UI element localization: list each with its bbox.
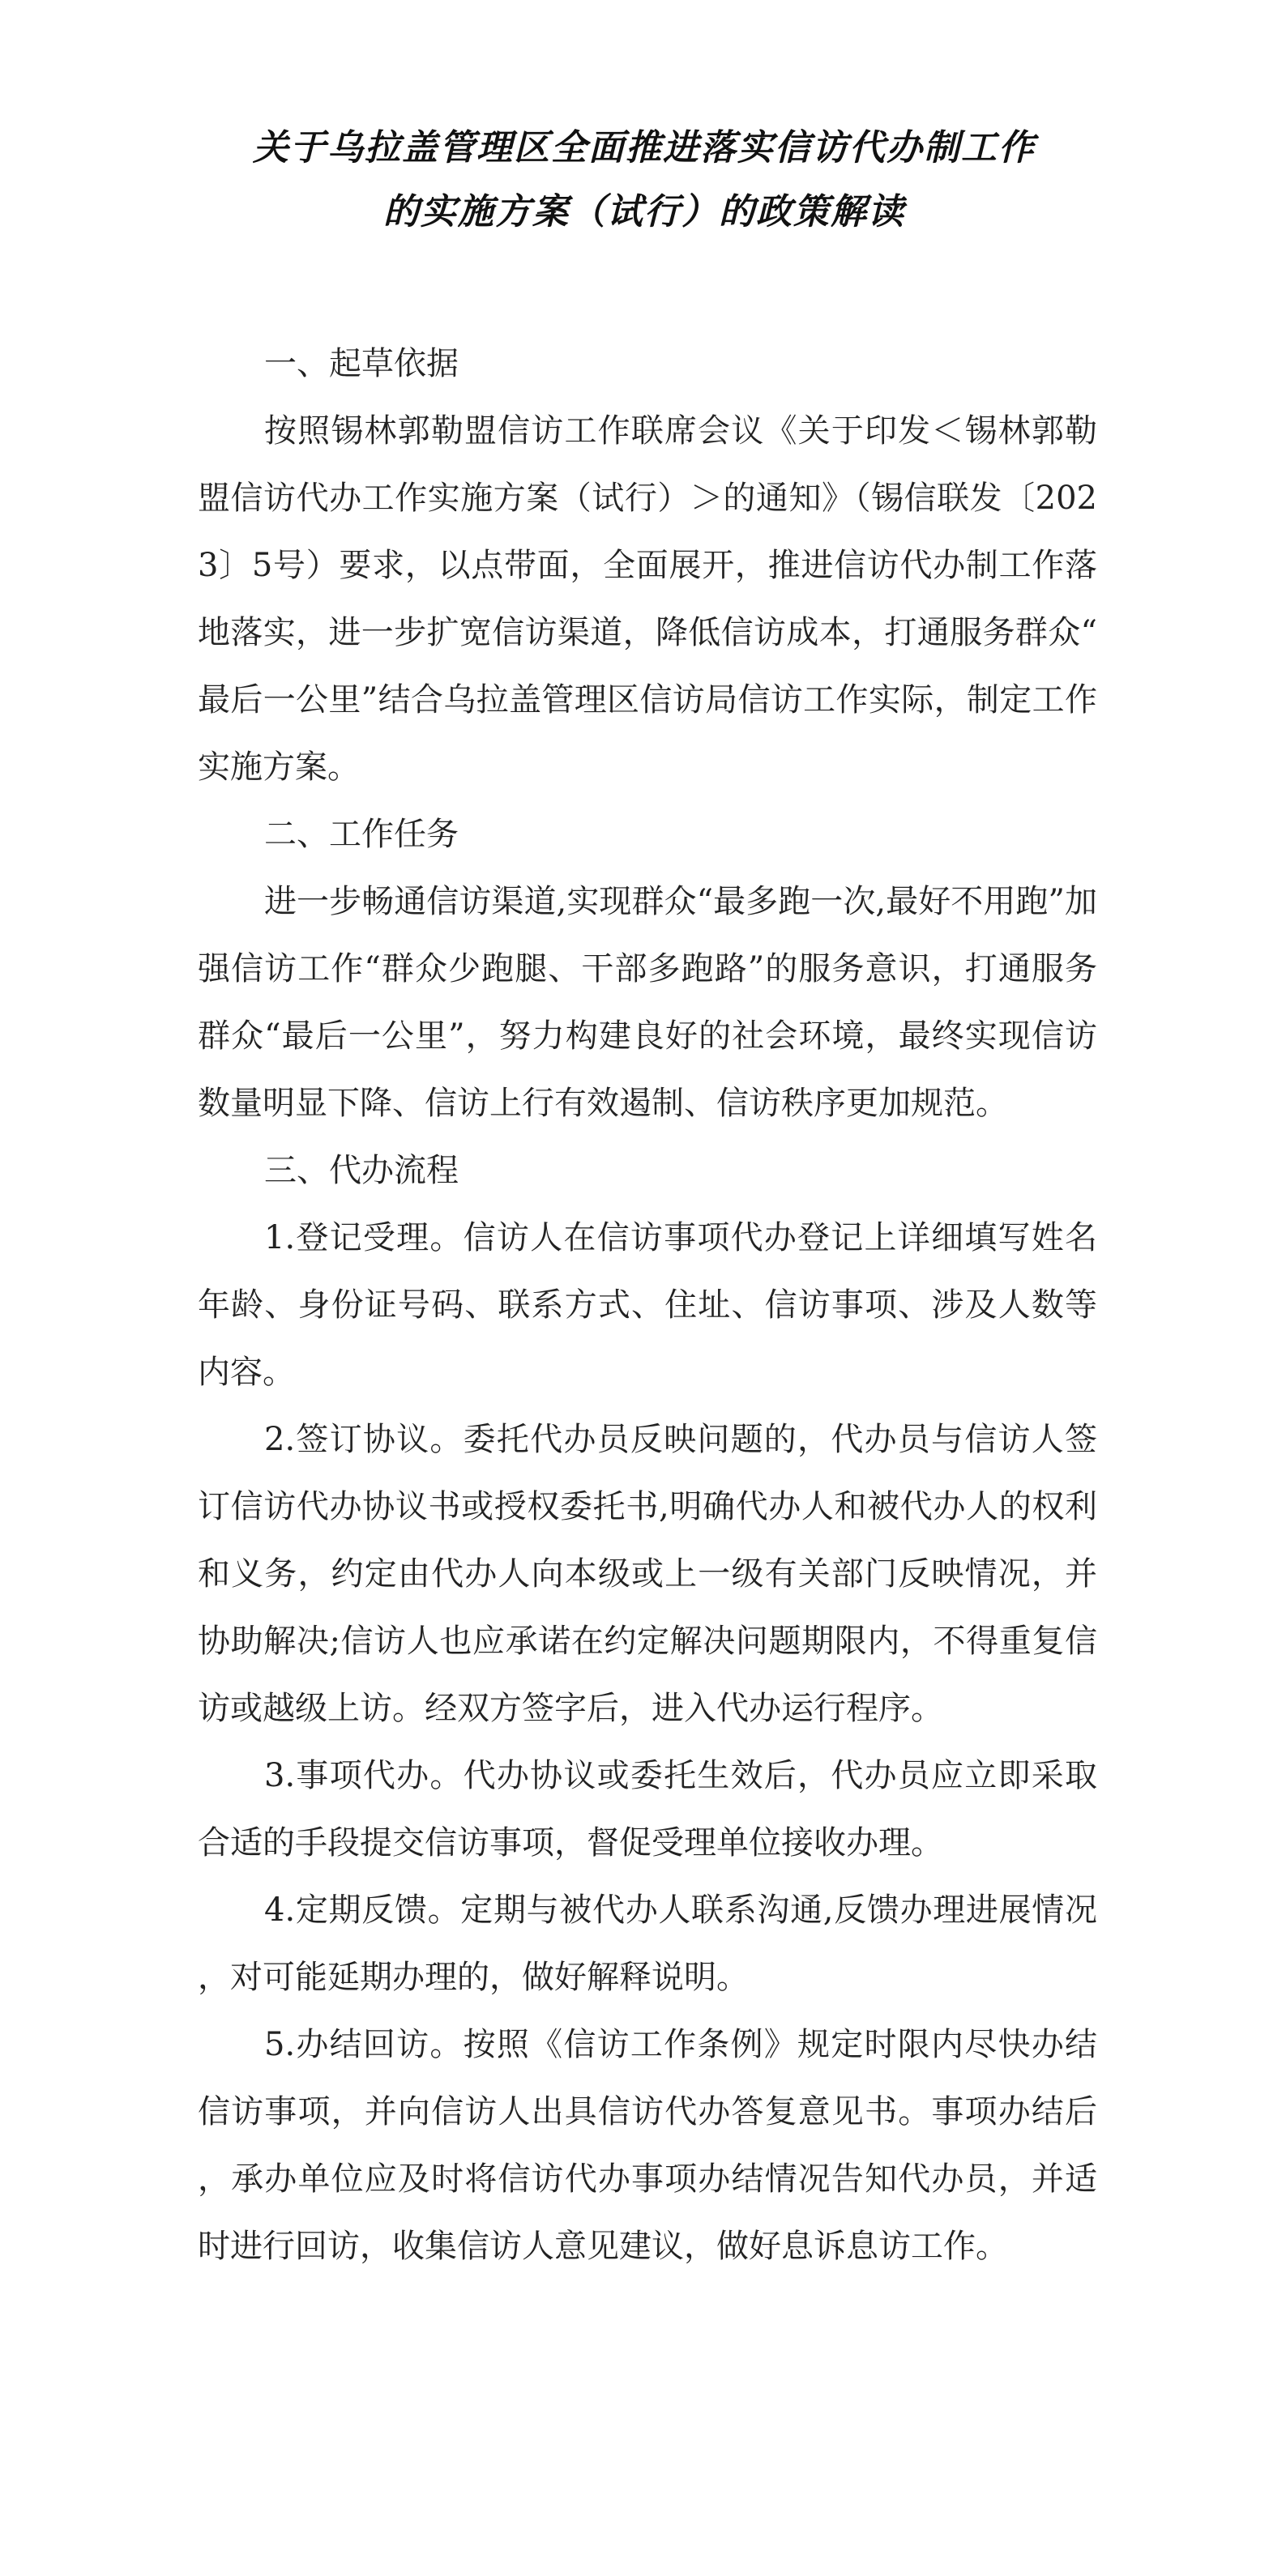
section-heading-work-tasks: 二、工作任务: [264, 816, 459, 853]
section-heading-agency-process: 三、代办流程: [264, 1152, 459, 1189]
paragraph-step-registration: 1.登记受理。信访人在信访事项代办登记上详细填写姓名年龄、身份证号码、联系方式、住址、信访事项、涉及人数等内容。: [198, 1219, 1097, 1391]
section-heading-drafting-basis: 一、起草依据: [264, 345, 459, 382]
paragraph-step-followup: 5.办结回访。按照《信访工作条例》规定时限内尽快办结信访事项，并向信访人出具信访代办答复意见书。事项办结后，承办单位应及时将信访代办事项办结情况告知代办员，并适时进行回访，收集信访人意见建议，做好息诉息访工作。: [198, 2026, 1097, 2265]
document-title-line-2: 的实施方案（试行）的政策解读: [383, 191, 905, 232]
paragraph-step-agreement: 2.签订协议。委托代办员反映问题的，代办员与信访人签订信访代办协议书或授权委托书,明确代办人和被代办人的权利和义务，约定由代办人向本级或上一级有关部门反映情况，并协助解决;信访人也应承诺在约定解决问题期限内，不得重复信访或越级上访。经双方签字后，进入代办运行程序。: [198, 1421, 1097, 1727]
paragraph-step-feedback: 4.定期反馈。定期与被代办人联系沟通,反馈办理进展情况，对可能延期办理的，做好解释说明。: [198, 1891, 1097, 1996]
paragraph-drafting-basis: 按照锡林郭勒盟信访工作联席会议《关于印发＜锡林郭勒盟信访代办工作实施方案（试行）＞的通知》（锡信联发〔2023〕5号）要求，以点带面，全面展开，推进信访代办制工作落地落实，进一步扩宽信访渠道，降低信访成本，打通服务群众“最后一公里”结合乌拉盖管理区信访局信访工作实际，制定工作实施方案。: [198, 412, 1097, 786]
paragraph-work-tasks: 进一步畅通信访渠道,实现群众“最多跑一次,最好不用跑”加强信访工作“群众少跑腿、干部多跑路”的服务意识，打通服务群众“最后一公里”，努力构建良好的社会环境，最终实现信访数量明显下降、信访上行有效遏制、信访秩序更加规范。: [198, 883, 1097, 1122]
paragraph-step-agency: 3.事项代办。代办协议或委托生效后，代办员应立即采取合适的手段提交信访事项，督促受理单位接收办理。: [198, 1757, 1097, 1862]
document-body: [198, 331, 1097, 2280]
document-title-line-1: 关于乌拉盖管理区全面推进落实信访代办制工作: [253, 127, 1036, 168]
